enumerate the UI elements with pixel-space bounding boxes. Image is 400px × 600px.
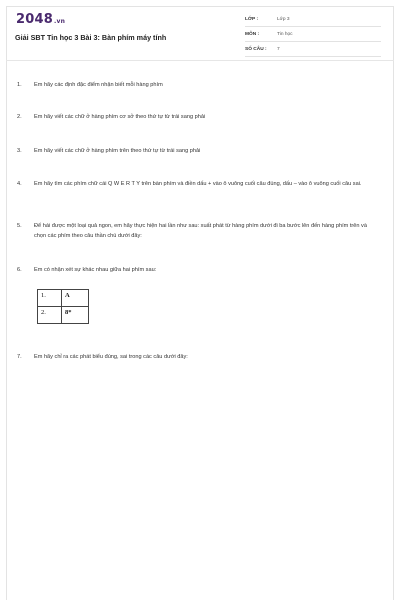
meta-value: Tin học — [277, 32, 293, 37]
meta-label: SỐ CÂU : — [245, 47, 267, 52]
question-number: 2. — [17, 114, 22, 120]
question-number: 7. — [17, 354, 22, 360]
table-cell-number: 2. — [38, 307, 62, 324]
question-item — [17, 266, 377, 276]
table-row — [38, 307, 89, 324]
question-text: Em hãy viết các chữ ở hàng phím cơ sở theo thứ tự từ trái sang phải — [34, 114, 206, 120]
question-text: Em có nhận xét sự khác nhau giữa hai phím sau: — [34, 267, 157, 273]
meta-label: LỚP : — [245, 17, 259, 22]
question-text: Để hái được một loại quả ngon, em hãy thực hiện hai lần như sau: xuất phát từ hàng phím dưới đi ba bước lên đến hàng phím trên và chọn các phím theo câu thần chú dưới đây: — [34, 223, 367, 239]
site-logo[interactable] — [16, 12, 65, 27]
question-text: Em hãy chỉ ra các phát biểu đúng, sai trong các câu dưới đây: — [34, 354, 188, 360]
question-text: Em hãy tìm các phím chữ cái Q W E R T Y trên bàn phím và điền dấu + vào ô vuông cuối câu đúng, dấu – vào ô vuông cuối câu sai. — [34, 181, 362, 187]
question-text: Em hãy các định đặc điểm nhận biết mỗi hàng phím — [34, 82, 163, 88]
question-number: 6. — [17, 267, 22, 273]
question-text: Em hãy viết các chữ ở hàng phím trên theo thứ tự từ trái sang phải — [34, 148, 201, 154]
table-cell-key: A — [62, 290, 89, 307]
logo-suffix: .vn — [53, 18, 66, 25]
table-cell-key: 8* — [62, 307, 89, 324]
question-number: 4. — [17, 181, 22, 187]
question-item — [17, 147, 377, 157]
key-comparison-table — [37, 289, 89, 324]
meta-row-question-count — [245, 44, 381, 57]
question-item — [17, 113, 377, 123]
question-item — [17, 81, 377, 91]
meta-info-panel — [245, 14, 381, 59]
document-title: Giải SBT Tin học 3 Bài 3: Bàn phím máy tính — [15, 33, 167, 42]
table-cell-number: 1. — [38, 290, 62, 307]
question-number: 1. — [17, 82, 22, 88]
meta-label: MÔN : — [245, 32, 260, 37]
meta-row-grade — [245, 14, 381, 27]
header-divider — [6, 60, 394, 61]
meta-row-subject — [245, 29, 381, 42]
meta-value: 7 — [277, 47, 280, 52]
question-number: 5. — [17, 223, 22, 229]
question-item — [17, 353, 377, 363]
question-number: 3. — [17, 148, 22, 154]
question-item — [17, 222, 377, 241]
table-row — [38, 290, 89, 307]
question-item — [17, 180, 377, 190]
logo-text: 2048 — [16, 12, 53, 27]
meta-value: Lớp 3 — [277, 17, 290, 22]
